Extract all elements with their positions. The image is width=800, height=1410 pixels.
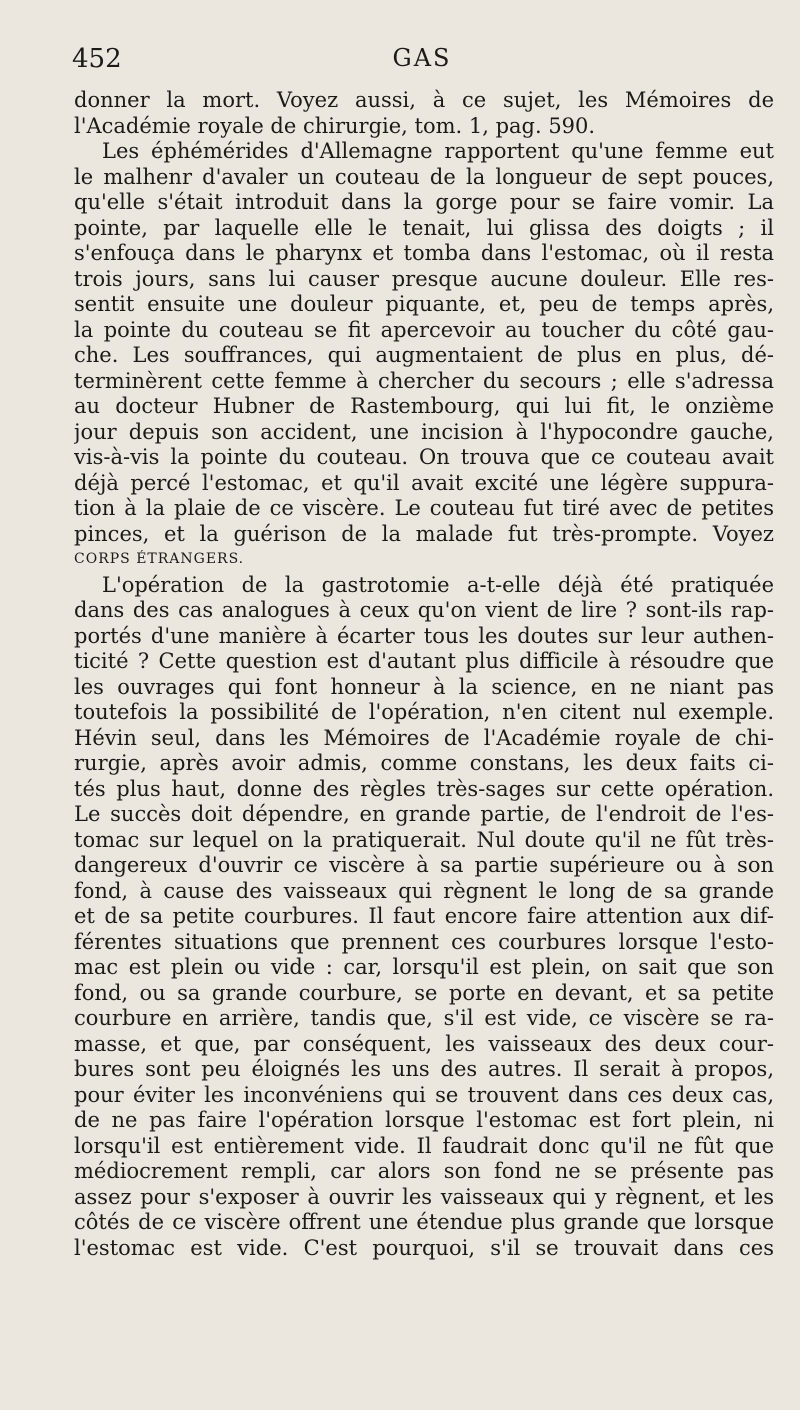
text-line: tion à la plaie de ce viscère. Le couteau fut tiré avec de petites xyxy=(74,496,774,520)
text-line: bures sont peu éloignés les uns des autres. Il serait à propos, xyxy=(74,1057,774,1081)
text-line: jour depuis son accident, une incision à l'hypocondre gauche, xyxy=(74,419,774,444)
text-line: les ouvrages qui font honneur à la science, en ne niant pas xyxy=(74,674,774,699)
text-line: trois jours, sans lui causer presque aucune douleur. Elle res- xyxy=(74,266,774,291)
text-line: vis-à-vis la pointe du couteau. On trouva que ce couteau avait xyxy=(74,445,774,469)
text-line: che. Les souffrances, qui augmentaient de plus en plus, dé- xyxy=(74,343,774,367)
text-line: toutefois la possibilité de l'opération, n'en citent nul exemple. xyxy=(74,700,774,724)
text-line: lorsqu'il est entièrement vide. Il faudrait donc qu'il ne fût que xyxy=(74,1133,774,1158)
text-line: courbure en arrière, tandis que, s'il est vide, ce viscère se ra- xyxy=(74,1006,774,1030)
text-line: terminèrent cette femme à chercher du secours ; elle s'adressa xyxy=(74,368,774,393)
text-line: le malhenr d'avaler un couteau de la longueur de sept pouces, xyxy=(74,164,774,189)
running-head: GAS xyxy=(392,44,452,72)
text-line: pour éviter les inconvéniens qui se trouvent dans ces deux cas, xyxy=(74,1082,774,1107)
text-line: férentes situations que prennent ces courbures lorsque l'esto- xyxy=(74,929,774,954)
text-line: pinces, et la guérison de la malade fut très-prompte. Voyez xyxy=(74,521,774,546)
paragraph-start-line: L'opération de la gastrotomie a-t-elle déjà été pratiquée xyxy=(102,572,774,597)
text-line: Hévin seul, dans les Mémoires de l'Académie royale de chi- xyxy=(74,725,774,750)
text-line: rurgie, après avoir admis, comme constans, les deux faits ci- xyxy=(74,751,774,775)
cross-reference-line: CORPS ÉTRANGERS. xyxy=(74,551,245,567)
paragraph-start-line: Les éphémérides d'Allemagne rapportent qu'une femme eut xyxy=(102,139,774,163)
text-line: tomac sur lequel on la pratiquerait. Nul doute qu'il ne fût très- xyxy=(74,827,774,852)
page-header xyxy=(72,44,772,84)
text-line: Le succès doit dépendre, en grande partie, de l'endroit de l'es- xyxy=(74,802,774,826)
text-line: fond, à cause des vaisseaux qui règnent le long de sa grande xyxy=(74,878,774,903)
text-line: l'Académie royale de chirurgie, tom. 1, pag. 590. xyxy=(74,113,596,138)
text-line: tés plus haut, donne des règles très-sages sur cette opération. xyxy=(74,776,774,801)
text-line: qu'elle s'était introduit dans la gorge pour se faire vomir. La xyxy=(74,190,774,214)
text-line: de ne pas faire l'opération lorsque l'estomac est fort plein, ni xyxy=(74,1108,774,1132)
text-line: déjà percé l'estomac, et qu'il avait excité une légère suppura- xyxy=(74,470,774,495)
text-line: la pointe du couteau se fit apercevoir au toucher du côté gau- xyxy=(74,317,774,342)
text-line: au docteur Hubner de Rastembourg, qui lui fit, le onzième xyxy=(74,394,774,418)
text-line: médiocrement rempli, car alors son fond ne se présente pas xyxy=(74,1159,774,1183)
text-line: portés d'une manière à écarter tous les doutes sur leur authen- xyxy=(74,623,774,648)
text-line: dans des cas analogues à ceux qu'on vient de lire ? sont-ils rap- xyxy=(74,598,774,622)
text-line: s'enfouça dans le pharynx et tomba dans l'estomac, où il resta xyxy=(74,241,774,265)
text-line: ticité ? Cette question est d'autant plus difficile à résoudre que xyxy=(74,649,774,673)
text-line: et de sa petite courbures. Il faut encore faire attention aux dif- xyxy=(74,904,774,928)
text-line: assez pour s'exposer à ouvrir les vaisseaux qui y règnent, et les xyxy=(74,1184,774,1209)
text-line: sentit ensuite une douleur piquante, et, peu de temps après, xyxy=(74,292,774,316)
text-line: mac est plein ou vide : car, lorsqu'il est plein, on sait que son xyxy=(74,955,774,979)
text-line: dangereux d'ouvrir ce viscère à sa partie supérieure ou à son xyxy=(74,853,774,877)
text-line: donner la mort. Voyez aussi, à ce sujet, les Mémoires de xyxy=(74,88,774,112)
page-number: 452 xyxy=(72,44,122,74)
body-text xyxy=(74,88,774,1261)
text-line: fond, ou sa grande courbure, se porte en devant, et sa petite xyxy=(74,980,774,1005)
text-line: pointe, par laquelle elle le tenait, lui glissa des doigts ; il xyxy=(74,215,774,240)
text-line: l'estomac est vide. C'est pourquoi, s'il se trouvait dans ces xyxy=(74,1235,774,1260)
text-line: côtés de ce viscère offrent une étendue plus grande que lorsque xyxy=(74,1210,774,1234)
text-line: masse, et que, par conséquent, les vaisseaux des deux cour- xyxy=(74,1031,774,1056)
